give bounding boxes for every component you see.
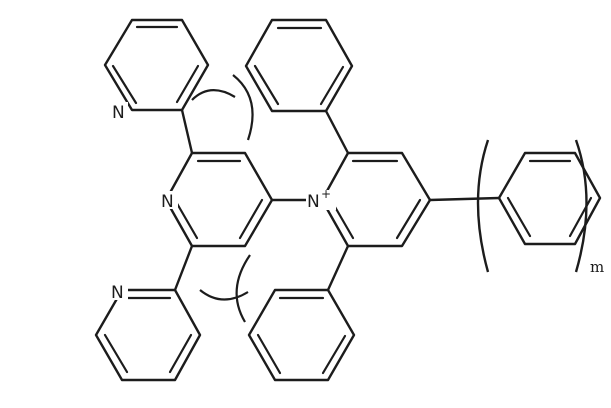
nitrogen-label-pyridinium: N xyxy=(307,192,320,212)
atom-label-group-pyridinium xyxy=(306,187,336,212)
steric-clash-top xyxy=(192,75,253,140)
steric-clash-bottom xyxy=(200,255,250,322)
bond-pyridinium-bottom-phenyl xyxy=(328,246,348,290)
repeat-subscript-m: m xyxy=(590,258,605,276)
bond-bottom-pyridine-central xyxy=(175,246,192,290)
bond-pyridinium-repeat-phenyl xyxy=(430,198,499,200)
nitrogen-label-central-pyridine: N xyxy=(161,192,174,212)
atom-label-group-central xyxy=(158,191,178,212)
bond-pyridinium-top-phenyl xyxy=(326,111,348,153)
bracket-left xyxy=(478,140,488,272)
phenyl-ring-top xyxy=(246,20,352,111)
connecting-bonds xyxy=(175,110,499,290)
positive-charge-label: + xyxy=(321,187,332,201)
pyridine-ring-bottom xyxy=(96,290,200,380)
atom-label-group-top xyxy=(108,102,128,123)
repeat-brackets xyxy=(478,140,587,272)
bond-top-pyridine-central xyxy=(182,110,192,153)
pyridine-ring-top xyxy=(105,20,208,110)
pyridine-ring-central xyxy=(166,153,272,246)
phenyl-ring-bottom xyxy=(249,290,354,380)
nitrogen-label-top-pyridine: N xyxy=(112,103,125,123)
nitrogen-label-bottom-pyridine: N xyxy=(111,283,124,303)
pyridinium-ring xyxy=(322,153,430,246)
atom-label-group-bottom xyxy=(108,282,128,303)
